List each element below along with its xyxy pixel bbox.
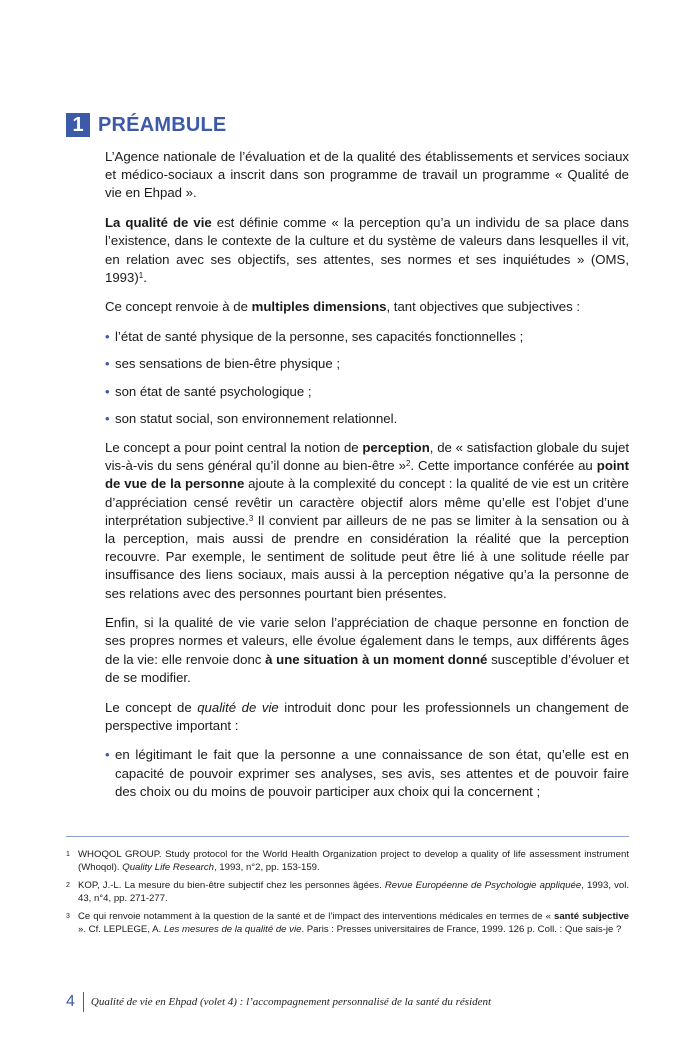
section-number: 1 [66, 113, 90, 137]
footnote-ref-3[interactable]: 3 [248, 513, 254, 523]
italic-title: Quality Life Research [122, 862, 214, 873]
text-run: Ce qui renvoie notamment à la question de la santé et de l’impact des interventions médicales en termes de « [78, 911, 554, 922]
list-item: • ses sensations de bien-être physique ; [105, 355, 629, 373]
footnote-ref-2[interactable]: 2 [405, 459, 411, 469]
paragraph-perception [105, 439, 629, 603]
bold-term: perception [362, 439, 430, 455]
section-heading [66, 112, 226, 138]
footnote-number: 3 [66, 913, 70, 920]
footnote-ref-1[interactable]: 1 [138, 270, 144, 280]
list-item: • son statut social, son environnement relationnel. [105, 410, 629, 428]
text-run: . Cette importance conférée au [410, 458, 597, 474]
paragraph-dimensions [105, 298, 629, 316]
bold-term: La qualité de vie [105, 215, 212, 231]
changes-list [105, 746, 629, 801]
italic-title: Les mesures de la qualité de vie [163, 924, 302, 935]
text-run: , de « satisfaction globale du sujet vis-à-vis du sens général qu’il donne au bien-être » [105, 439, 629, 474]
text-run: Le concept a pour point central la notion de [105, 439, 363, 455]
bold-term: à une situation à un moment donné [265, 651, 488, 667]
text-run: susceptible d’évoluer et de se modifier. [105, 651, 629, 685]
text-run: . [143, 269, 147, 285]
text-run: Il convient par ailleurs de ne pas se limiter à la sensation ou à la perception, mais aussi de prendre en considération la réalité que la perception recouvre. Par exemple, le sentiment de solitude peut être lié à une solitude réelle par insuffisance des liens sociaux, mais aussi à la perception négative qu’a la personne de ses relations avec des personnes pourtant bien présentes. [105, 512, 629, 601]
paragraph-intro: L’Agence nationale de l’évaluation et de la qualité des établissements et services sociaux et médico-sociaux a inscrit dans son programme de travail un programme « Qualité de vie en Ehpad ». [105, 149, 629, 201]
text-run: , 1993, n°2, pp. 153-159. [213, 862, 320, 873]
text-run: ». Cf. LEPLEGE, A. [78, 924, 164, 935]
text-run: KOP, J.-L. La mesure du bien-être subjectif chez les personnes âgées. [78, 880, 385, 891]
text-run: introduit donc pour les professionnels un changement de perspective important : [105, 699, 629, 733]
text-run: WHOQOL GROUP. Study protocol for the World Health Organization project to develop a quality of life assessment instrument (Whoqol). [78, 849, 629, 873]
text-run: , 1993, vol. 43, n°4, pp. 271-277. [78, 880, 629, 904]
paragraph-perspective [105, 699, 629, 735]
bold-term: point de vue de la personne [105, 458, 629, 492]
text-run: . Paris : Presses universitaires de France, 1999. 126 p. Coll. : Que sais-je ? [301, 924, 622, 935]
bold-term: multiples dimensions [251, 299, 387, 315]
italic-term: qualité de vie [197, 699, 279, 715]
page-footer [66, 991, 491, 1013]
text-run: Ce concept renvoie à de [105, 299, 252, 315]
text-run: Le concept de [105, 699, 198, 715]
footnote-2 [66, 879, 629, 905]
text-run: ajoute à la complexité du concept : la qualité de vie est un critère d’appréciation censé revêtir un caractère objectif alors même qu’elle est l’objet d’une interprétation subjective. [105, 476, 630, 528]
page-number: 4 [66, 993, 75, 1010]
running-title: Qualité de vie en Ehpad (volet 4) : l’accompagnement personnalisé de la santé du résident [90, 996, 492, 1008]
footnote-3 [66, 910, 629, 936]
paragraph-definition [105, 214, 629, 287]
text-run: est définie comme « la perception qu’a un individu de sa place dans l’existence, dans le contexte de la culture et du système de valeurs dans lesquelles il vit, en relation avec ses objectifs, ses attentes, ses normes et ses inquiétudes » (OMS, 1993) [105, 215, 629, 285]
text-run: , tant objectives que subjectives : [386, 299, 580, 315]
footnotes [66, 848, 629, 941]
text-run: Enfin, si la qualité de vie varie selon l’appréciation de chaque personne en fonction de ses propres normes et valeurs, elle évolue également dans le temps, aux différents âges de la vie: elle renvoie donc [105, 615, 629, 667]
footer-divider [83, 992, 84, 1012]
footnote-number: 2 [66, 882, 70, 889]
list-item: • l’état de santé physique de la personne, ses capacités fonctionnelles ; [105, 328, 629, 346]
footnote-number: 1 [66, 851, 70, 858]
footnote-1 [66, 848, 629, 874]
italic-title: Revue Européenne de Psychologie appliquée [384, 880, 582, 891]
bold-term: santé subjective [553, 911, 629, 922]
dimensions-list [105, 328, 629, 428]
footnote-divider [66, 836, 629, 837]
section-title: PRÉAMBULE [98, 113, 227, 136]
list-item: • son état de santé psychologique ; [105, 383, 629, 401]
paragraph-evolution [105, 614, 629, 687]
list-item: • en légitimant le fait que la personne a une connaissance de son état, qu’elle est en capacité de pouvoir exprimer ses analyses, ses avis, ses attentes et de pouvoir faire des choix ou du moins de pouvoir participer aux choix qui la concernent ; [105, 746, 629, 801]
body-text [105, 148, 629, 812]
